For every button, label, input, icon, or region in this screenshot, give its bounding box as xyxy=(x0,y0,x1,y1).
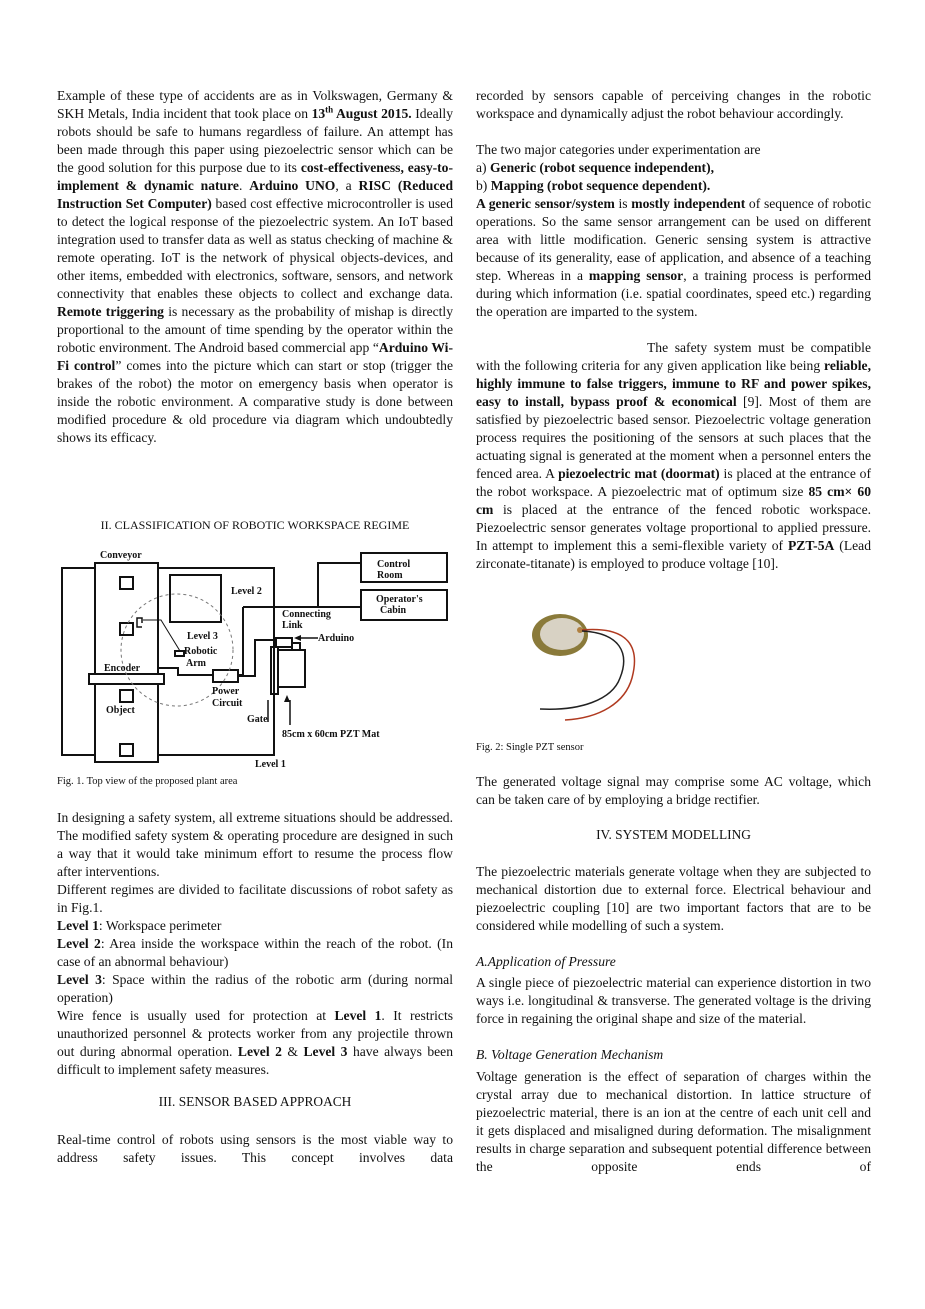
machine-box xyxy=(170,575,221,622)
text-run: Different regimes are divided to facilitate discussions of robot safety as in Fig.1. xyxy=(57,882,453,915)
text-run: . It restricts unauthorized personnel & protects worker from any projectile thrown out during abnormal operation. xyxy=(57,1008,454,1059)
text-run: Arduino UNO xyxy=(249,178,336,193)
text-run: is xyxy=(614,196,632,211)
text-run: In designing a safety system, all extreme situations should be addressed. The modified safety system & operating procedure are designed in such a way that it would take minimum effort to resume the process flow after interventions. xyxy=(57,810,453,879)
text-run: Level 3 xyxy=(57,972,102,987)
label-gate: Gate xyxy=(247,714,268,725)
text-run: Generic (robot sequence independent), xyxy=(489,160,715,175)
label-level1: Level 1 xyxy=(255,759,286,770)
text-run: is placed at the entrance of the fenced robotic workspace. Piezoelectric sensor generates voltage proportional to applied pressure. In attempt to implement this a semi-flexible variety of xyxy=(476,502,871,553)
text-run: RISC (Reduced Instruction Set Computer) xyxy=(57,178,453,211)
text-run: The piezoelectric materials generate voltage when they are subjected to mechanical distortion due to external force. Electrical behaviour and piezoelectric coupling [10] are two important factors that are to be considered while modelling of such a system. xyxy=(476,864,871,933)
pzt-sensor-photo xyxy=(520,608,670,733)
text-run: A generic sensor/system xyxy=(476,196,615,211)
arduino-box xyxy=(276,638,292,647)
text-run: have always been difficult to implement safety measures. xyxy=(57,1044,454,1077)
paragraph xyxy=(57,881,453,917)
text-run: piezoelectric mat (doormat) xyxy=(558,466,720,481)
text-run: Ideally robots should be safe to humans regardless of failure. An attempt has been made through this paper using piezoelectric sensor which can be the good solution for this purpose due to its xyxy=(57,106,453,175)
label-operator-cabin: Operator's xyxy=(376,594,423,605)
subsection-heading-a xyxy=(476,953,871,971)
text-run: Level 3 xyxy=(303,1044,348,1059)
paragraph xyxy=(476,1068,871,1176)
section-heading-4: IV. SYSTEM MODELLING xyxy=(596,827,751,842)
paragraph xyxy=(476,87,871,123)
label-level3: Level 3 xyxy=(187,631,218,642)
text-run: Real-time control of robots using sensors is the most viable way to address safety issues. This concept involves data xyxy=(57,1132,453,1165)
text-run: : Area inside the workspace within the reach of the robot. (In case of an abnormal behaviour) xyxy=(57,936,453,969)
label-power-circuit: Power xyxy=(212,686,240,697)
paragraph xyxy=(476,863,871,935)
figure-1-caption: Fig. 1. Top view of the proposed plant area xyxy=(57,776,238,787)
paragraph xyxy=(57,1131,453,1167)
section-heading-3: III. SENSOR BASED APPROACH xyxy=(158,1094,352,1109)
text-run: th xyxy=(325,104,334,115)
text-run: Level 1 xyxy=(57,918,99,933)
paragraph xyxy=(57,935,453,971)
text-run: Example of these type of accidents are as in Volkswagen, Germany & SKH Metals, India incident that took place on xyxy=(57,88,453,121)
label-robotic-arm: Robotic xyxy=(184,646,218,657)
text-run: The generated voltage signal may comprise some AC voltage, which can be taken care of by employing a bridge rectifier. xyxy=(476,774,871,807)
text-run: mostly independent xyxy=(631,196,746,211)
text-run: A.Application of Pressure xyxy=(476,954,616,969)
paragraph xyxy=(57,87,453,447)
label-conveyor: Conveyor xyxy=(100,550,142,561)
text-run: is placed at the entrance of the robot workspace. A piezoelectric mat of optimum size xyxy=(476,466,872,499)
text-run: a) xyxy=(476,160,490,175)
text-run: Voltage generation is the effect of separation of charges within the crystal array due to mechanical distortion. In lattice structure of piezoelectric material, there is an ion at the centre of each unit cell and it gets displaced and misaligned during deformation. The misalignment results in charge separation and subsequent potential difference between the opposite ends of xyxy=(476,1069,871,1174)
pzt-mat xyxy=(278,650,305,687)
text-run: of sequence of robotic operations. So the same sensor arrangement can be used on different area with little modification. Generic sensing system is attractive because of its generality, ease of application, and absence of a teaching step. Whereas in a xyxy=(476,196,871,283)
text-run: ” comes into the picture which can start or stop (trigger the brakes of the robot) the motor on emergency basis when operator is inside the robotic environment. A comparative study is done between modified procedure & old procedure via diagram which undoubtedly shows its efficacy. xyxy=(57,358,453,445)
text-run: A single piece of piezoelectric material can experience distortion in two ways i.e. longitudinal & transverse. The generated voltage is the driving force in regaining the original shape and size of the material. xyxy=(476,975,871,1026)
text-run: : Space within the radius of the robotic arm (during normal operation) xyxy=(57,972,453,1005)
power-circuit-box xyxy=(213,670,238,682)
paragraph xyxy=(476,974,871,1028)
section-heading-2: II. CLASSIFICATION OF ROBOTIC WORKSPACE REGIME xyxy=(100,518,410,532)
paragraph xyxy=(476,141,871,159)
text-run: [9]. Most of them are satisfied by piezoelectric based sensor. Piezoelectric voltage generation process requires the positioning of the sensors at such places that the actuating signal is generated at the moment when a personnel enters the fenced area. A xyxy=(476,394,871,481)
text-run: , a training process is performed during which information (i.e. spatial coordinates, speed etc.) regarding the operation are imparted to the system. xyxy=(476,268,872,319)
paragraph xyxy=(57,971,453,1007)
text-run: & xyxy=(281,1044,304,1059)
text-run: Mapping (robot sequence dependent). xyxy=(490,178,711,193)
text-run: Level 2 xyxy=(237,1044,282,1059)
label-object: Object xyxy=(106,705,135,716)
text-run: Wire fence is usually used for protection at xyxy=(57,1008,335,1023)
label-operator-cabin-2: Cabin xyxy=(380,605,407,616)
text-run: b) xyxy=(476,178,491,193)
text-run: . xyxy=(238,178,250,193)
text-run: Level 2 xyxy=(57,936,101,951)
label-encoder: Encoder xyxy=(104,663,141,674)
label-connecting-link: Connecting xyxy=(282,609,331,620)
text-run: 85 cm× 60 cm xyxy=(476,484,871,517)
text-run: B. Voltage Generation Mechanism xyxy=(476,1047,664,1062)
text-run: August 2015. xyxy=(333,106,412,121)
text-run: The safety system must be compatible with the following criteria for any given application like being xyxy=(476,340,871,373)
text-run: Level 1 xyxy=(334,1008,382,1023)
text-run: PZT-5A xyxy=(787,538,835,553)
subsection-heading-b xyxy=(476,1046,871,1064)
label-connecting-link-2: Link xyxy=(282,620,303,631)
paragraph xyxy=(476,177,871,195)
paragraph xyxy=(57,809,453,881)
label-level2: Level 2 xyxy=(231,586,262,597)
label-control-room-2: Room xyxy=(377,570,403,581)
text-run: (Lead zirconate-titanate) is employed to produce voltage [10]. xyxy=(476,538,871,571)
text-run: is necessary as the probability of mishap is directly proportional to the amount of time spending by the operator within the robotic environment. The Android based commercial app “ xyxy=(57,304,454,355)
label-control-room: Control xyxy=(377,559,411,570)
text-run: : Workspace perimeter xyxy=(98,918,222,933)
paragraph xyxy=(57,1007,453,1079)
label-arduino: Arduino xyxy=(318,633,355,644)
text-run: Remote triggering xyxy=(57,304,164,319)
text-run: , a xyxy=(335,178,359,193)
paragraph xyxy=(476,773,871,809)
figure-1-diagram xyxy=(55,540,455,775)
text-run: The two major categories under experimentation are xyxy=(476,142,761,157)
label-power-circuit-2: Circuit xyxy=(212,698,243,709)
label-robotic-arm-2: Arm xyxy=(186,658,206,669)
paragraph xyxy=(476,195,871,321)
figure-2-caption: Fig. 2: Single PZT sensor xyxy=(476,742,584,753)
text-run: recorded by sensors capable of perceiving changes in the robotic workspace and dynamically adjust the robot behaviour accordingly. xyxy=(476,88,871,121)
encoder-bar xyxy=(89,674,164,684)
text-run: 13 xyxy=(311,106,326,121)
text-run: based cost effective microcontroller is used to detect the logical response of the piezoelectric system. An IoT based integration used to transfer data as well as status checking of machine & remote operating. IoT is the network of physical objects-devices, and other items, embedded with electronics, software, sensors, and network connectivity that enables these objects to collect and exchange data. xyxy=(57,196,453,301)
text-run: Arduino Wi-Fi control xyxy=(57,340,453,373)
paragraph xyxy=(476,159,871,177)
label-pzt-mat: 85cm x 60cm PZT Mat xyxy=(282,729,380,740)
paragraph xyxy=(476,339,871,573)
text-run: cost-effectiveness, easy-to-implement & dynamic nature xyxy=(57,160,453,193)
text-run: reliable, highly immune to false triggers, immune to RF and power spikes, easy to install, bypass proof & economical xyxy=(476,358,871,409)
text-run: mapping sensor xyxy=(588,268,684,283)
paragraph xyxy=(57,917,453,935)
